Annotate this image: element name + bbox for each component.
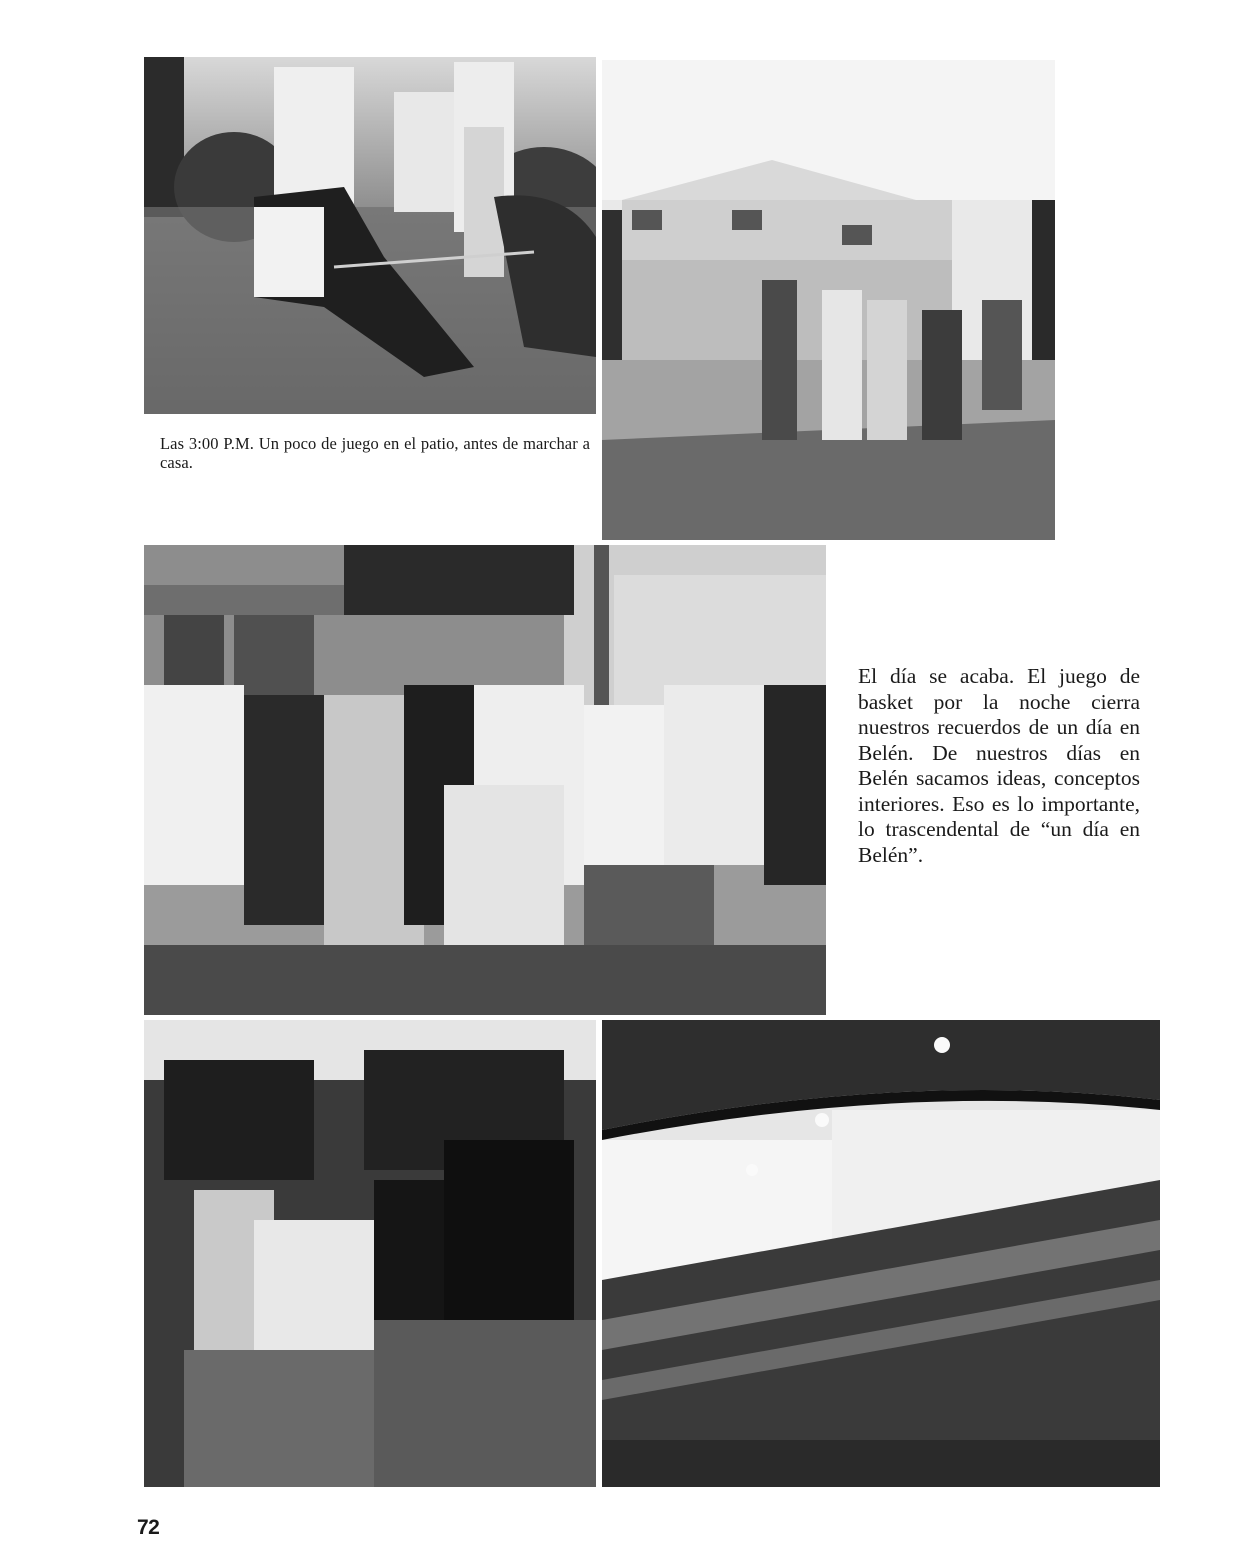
photo-gymnasium-bleachers xyxy=(602,1020,1160,1487)
caption-tug-of-war: Las 3:00 P.M. Un poco de juego en el patio, antes de marchar a casa. xyxy=(160,434,590,472)
photo-spectators-with-priest xyxy=(144,1020,596,1487)
photo-courtyard-game xyxy=(602,60,1055,540)
photo-tug-of-war xyxy=(144,57,596,414)
page-number: 72 xyxy=(137,1516,160,1539)
photo-group-by-school-bus xyxy=(144,545,826,1015)
body-paragraph: El día se acaba. El juego de basket por la noche cierra nuestros recuerdos de un día en Belén. De nuestros días en Belén sacamos ideas, conceptos interiores. Eso es lo importante, lo trascendental de “un día en Belén”. xyxy=(858,664,1140,867)
